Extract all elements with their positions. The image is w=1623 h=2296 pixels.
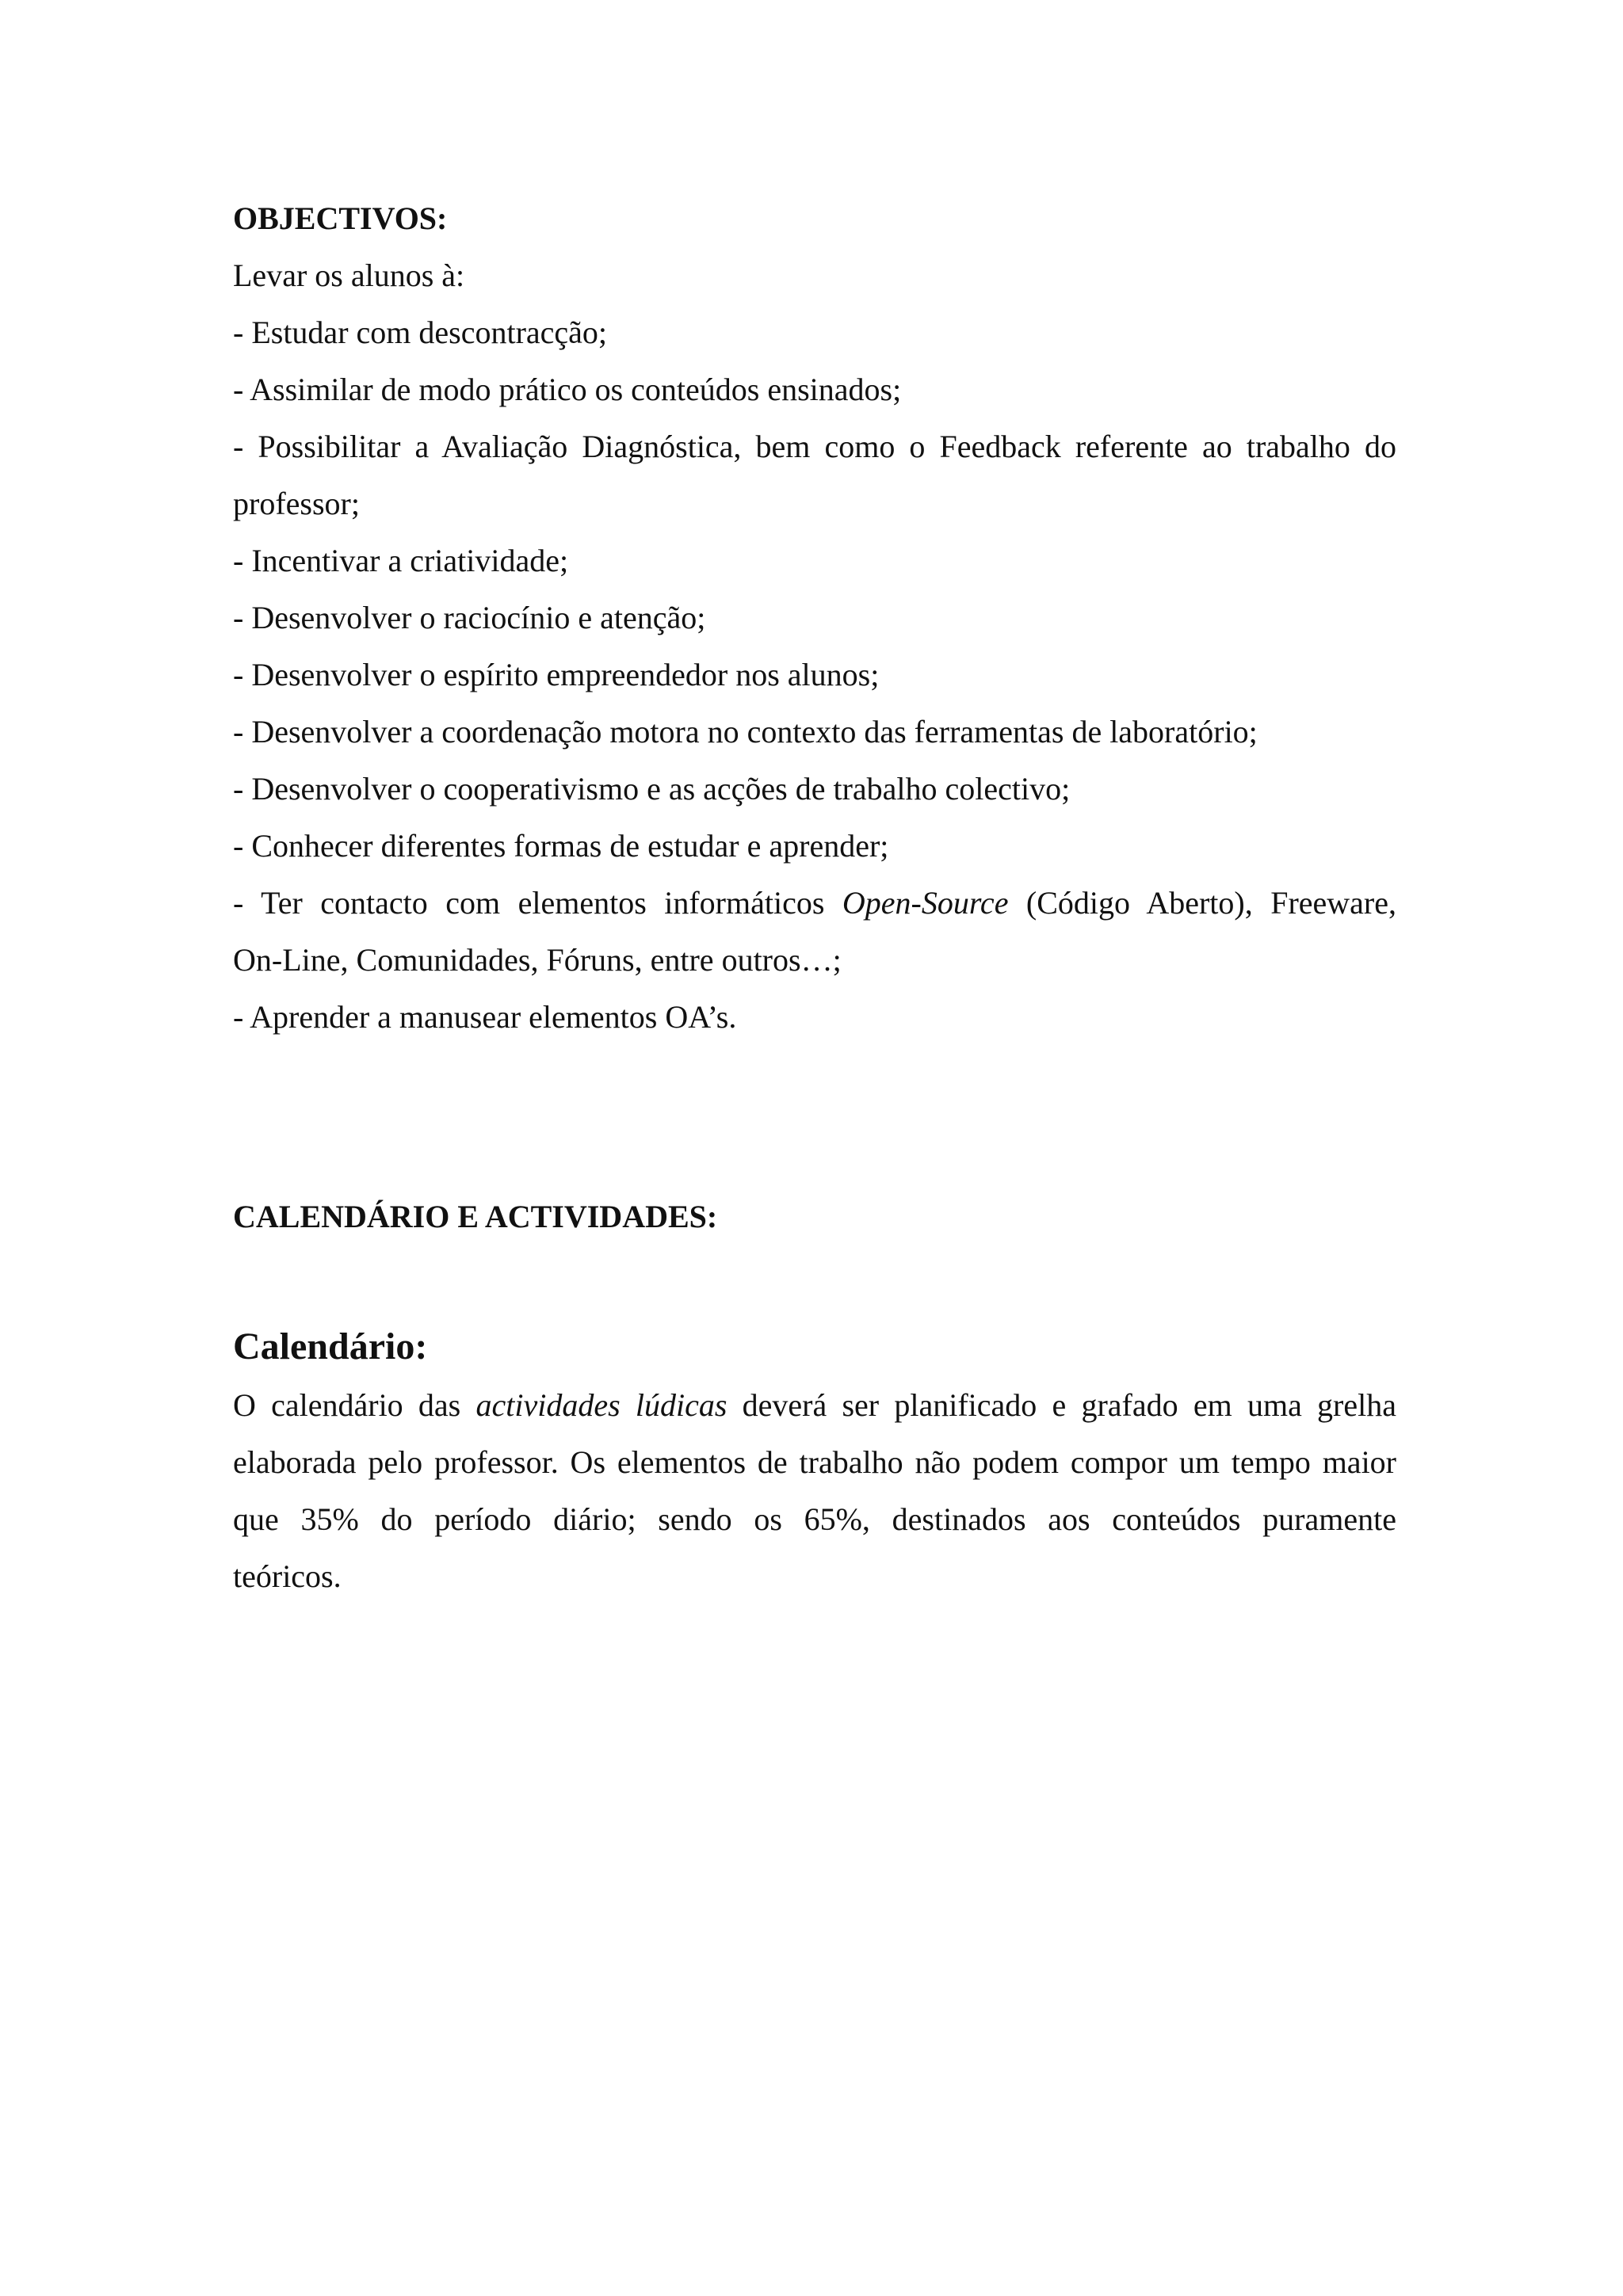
calendar-subheading: Calendário: (233, 1325, 428, 1367)
section-spacer (233, 1046, 1396, 1188)
calendar-paragraph-line: elaborada pelo professor. Os elementos de trabalho não podem compor um tempo maior (233, 1444, 1396, 1480)
objective-item-continuation: On-Line, Comunidades, Fóruns, entre outros…; (233, 942, 842, 978)
objectives-heading: OBJECTIVOS: (233, 200, 448, 236)
objective-item-continuation: professor; (233, 486, 360, 521)
oss-text-before: - Ter contacto com elementos informáticos (233, 885, 842, 921)
objective-item: - Estudar com descontracção; (233, 315, 608, 350)
objective-item: - Desenvolver o espírito empreendedor nos alunos; (233, 657, 880, 692)
calendar-paragraph-line (233, 1377, 1396, 1434)
objective-item: - Assimilar de modo prático os conteúdos ensinados; (233, 372, 902, 407)
oss-text-italic: Open-Source (842, 885, 1009, 921)
objective-item: - Incentivar a criatividade; (233, 543, 569, 578)
objective-item: - Possibilitar a Avaliação Diagnóstica, bem como o Feedback referente ao trabalho do (233, 429, 1396, 464)
calendar-activities-heading: CALENDÁRIO E ACTIVIDADES: (233, 1199, 718, 1234)
document-body (233, 190, 1396, 1605)
objectives-intro: Levar os alunos à: (233, 257, 465, 293)
para-text-before: O calendário das (233, 1387, 476, 1423)
objective-item-open-source (233, 875, 1396, 932)
oss-text-after: (Código Aberto), Freeware, (1008, 885, 1396, 921)
objective-item: - Desenvolver o cooperativismo e as acções de trabalho colectivo; (233, 771, 1071, 807)
objective-item: - Aprender a manusear elementos OA’s. (233, 999, 737, 1035)
para-text-after: deverá ser planificado e grafado em uma grelha (727, 1387, 1396, 1423)
para-text-italic: actividades lúdicas (475, 1387, 727, 1423)
objective-item: - Desenvolver a coordenação motora no contexto das ferramentas de laboratório; (233, 714, 1258, 749)
calendar-paragraph-line: que 35% do período diário; sendo os 65%, destinados aos conteúdos puramente (233, 1501, 1396, 1537)
objective-item: - Desenvolver o raciocínio e atenção; (233, 600, 706, 635)
section-spacer (233, 1245, 1396, 1317)
objective-item: - Conhecer diferentes formas de estudar e aprender; (233, 828, 889, 864)
calendar-paragraph-line: teóricos. (233, 1558, 342, 1594)
